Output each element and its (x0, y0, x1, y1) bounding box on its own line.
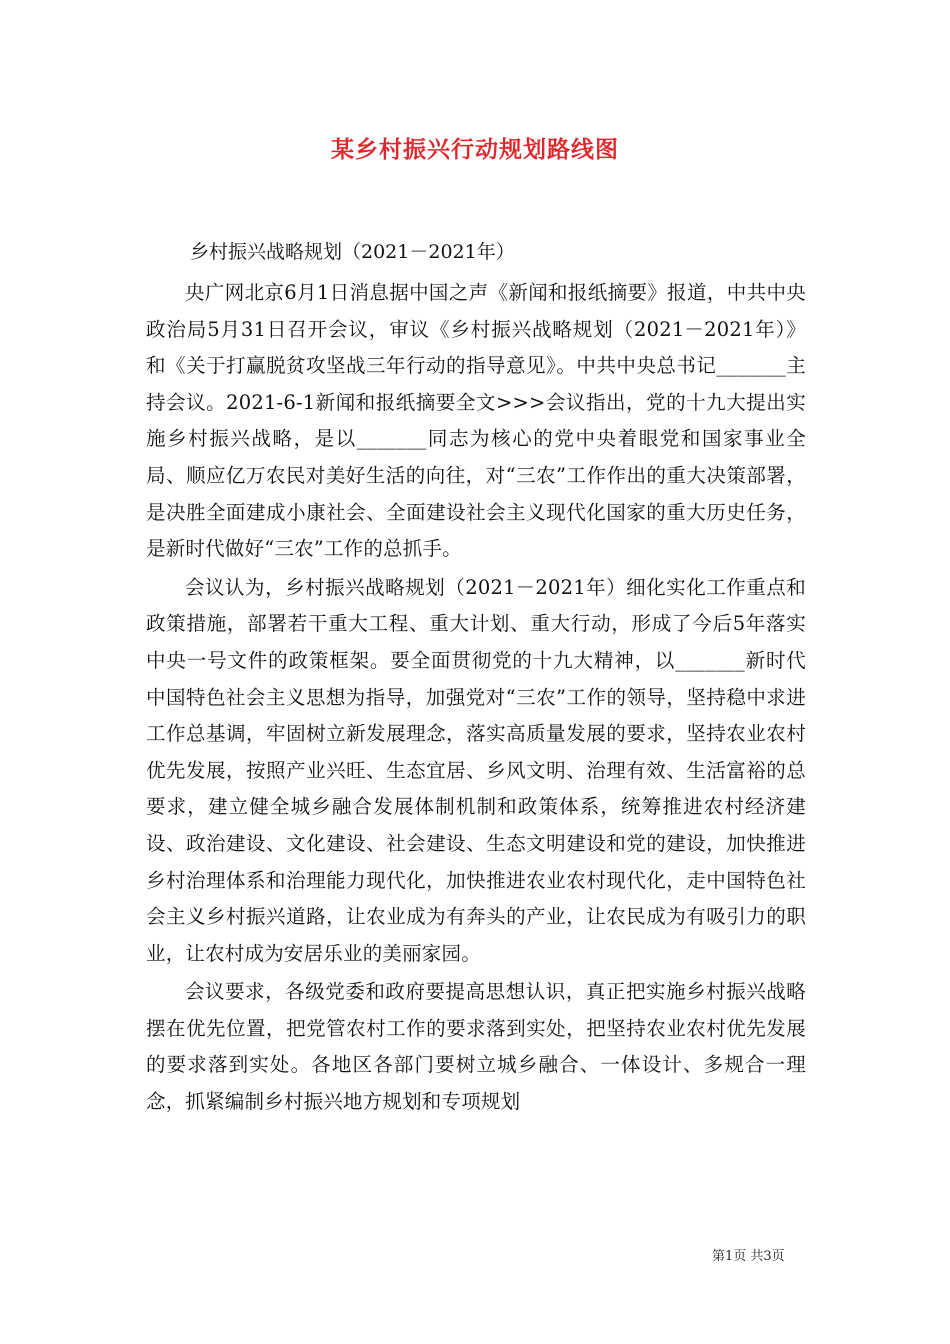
paragraph: 会议认为，乡村振兴战略规划（2021－2021年）细化实化工作重点和政策措施，部署若干重大工程、重大计划、重大行动，形成了今后5年落实中央一号文件的政策框架。要全面贯彻党的十九大精神，以_______新时代中国特色社会主义思想为指导，加强党对“三农”工作的领导，坚持稳中求进工作总基调，牢固树立新发展理念，落实高质量发展的要求，坚持农业农村优先发展，按照产业兴旺、生态宜居、乡风文明、治理有效、生活富裕的总要求，建立健全城乡融合发展体制机制和政策体系，统筹推进农村经济建设、政治建设、文化建设、社会建设、生态文明建设和党的建设，加快推进乡村治理体系和治理能力现代化，加快推进农业农村现代化，走中国特色社会主义乡村振兴道路，让农业成为有奔头的产业，让农民成为有吸引力的职业，让农村成为安居乐业的美丽家园。 (146, 575, 806, 965)
page-number: 第1页 共3页 (712, 1249, 785, 1264)
document-title: 某乡村振兴行动规划路线图 (331, 136, 619, 163)
paragraph: 央广网北京6月1日消息据中国之声《新闻和报纸摘要》报道，中共中央政治局5月31日召开会议，审议《乡村振兴战略规划（2021－2021年）》和《关于打赢脱贫攻坚战三年行动的指导意见》。中共中央总书记_______主持会议。2021-6-1新闻和报纸摘要全文>>>会议指出，党的十九大提出实施乡村振兴战略，是以_______同志为核心的党中央着眼党和国家事业全局、顺应亿万农民对美好生活的向往，对“三农”工作作出的重大决策部署，是决胜全面建成小康社会、全面建设社会主义现代化国家的重大历史任务，是新时代做好“三农”工作的总抓手。 (146, 281, 806, 561)
paragraph: 会议要求，各级党委和政府要提高思想认识，真正把实施乡村振兴战略摆在优先位置，把党管农村工作的要求落到实处，把坚持农业农村优先发展的要求落到实处。各地区各部门要树立城乡融合、一体设计、多规合一理念，抓紧编制乡村振兴地方规划和专项规划 (146, 980, 806, 1114)
document-subtitle: 乡村振兴战略规划（2021－2021年） (190, 241, 515, 263)
document-body (146, 275, 806, 1121)
